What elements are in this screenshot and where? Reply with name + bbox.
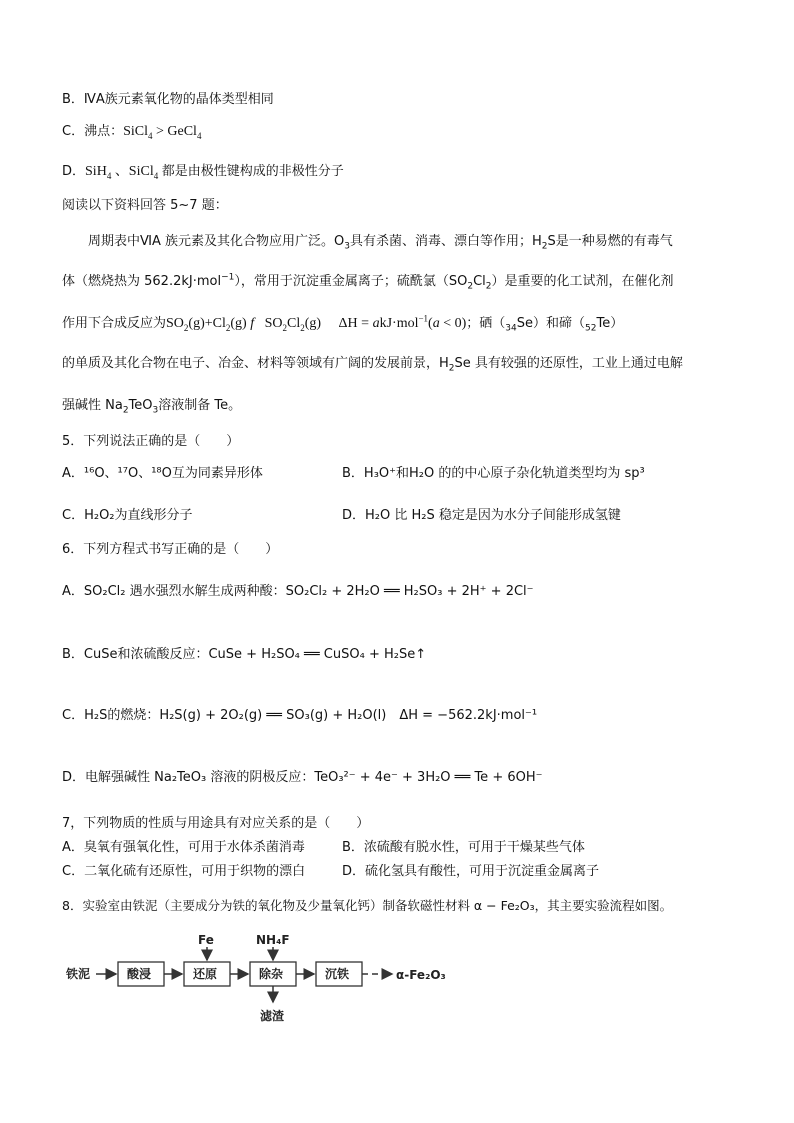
option-d-label: D．: [62, 164, 86, 179]
passage-text: 作用下合成反应为: [62, 316, 167, 331]
q5-option-b[interactable]: B．H₃O⁺和H₂O 的的中心原子杂化轨道类型均为 sp³: [342, 466, 645, 481]
passage-text: S是一种易燃的有毒气: [547, 234, 673, 249]
q7-option-d[interactable]: D．硫化氢具有酸性，可用于沉淀重金属离子: [342, 864, 600, 879]
passage-text: TeO: [128, 398, 153, 413]
q6-option-a[interactable]: A．SO₂Cl₂ 遇水强烈水解生成两种酸：SO₂Cl₂ + 2H₂O ══ H₂SO₃ + 2H⁺ + 2Cl⁻: [62, 584, 534, 599]
q7-option-b[interactable]: B．浓硫酸有脱水性，可用于干燥某些气体: [342, 840, 585, 855]
step-label-4: 沉铁: [325, 967, 350, 981]
reading-instruction: 阅读以下资料回答 5~7 题：: [62, 198, 228, 213]
boiling-point-formula: SiCl$_4$ > GeCl$_4$: [123, 124, 202, 141]
flow-product: α-Fe₂O₃: [396, 968, 446, 982]
passage-text: 体（燃烧热为 562.2kJ·mol: [62, 274, 222, 289]
option-c-line: [62, 122, 201, 142]
step-label-1: 酸浸: [127, 967, 152, 981]
q7-option-a[interactable]: A．臭氧有强氧化性，可用于水体杀菌消毒: [62, 840, 305, 855]
option-d-text: 都是由极性键构成的非极性分子: [161, 164, 344, 179]
passage-text: 具有杀菌、消毒、漂白等作用；H: [349, 234, 542, 249]
passage-line-5: 强碱性 $Na_2TeO_3$溶液制备 Te。: [62, 398, 242, 416]
passage-line-1: 周期表中ⅥA 族元素及其化合物应用广泛。$O_3$具有杀菌、消毒、漂白等作用；$H_2S$是一种易燃的有毒气: [88, 234, 673, 252]
q6-option-b[interactable]: B．CuSe和浓硫酸反应：CuSe + H₂SO₄ ══ CuSO₄ + H₂Se↑: [62, 647, 427, 662]
passage-text: Se 具有较强的还原性，工业上通过电解: [454, 356, 683, 371]
step-label-3: 除杂: [259, 967, 284, 981]
option-b-line: B．ⅣA族元素氧化物的晶体类型相同: [62, 92, 274, 107]
q6-stem: 6．下列方程式书写正确的是（ ）: [62, 542, 279, 557]
molecules-formula: SiH$_4$ 、SiCl$_4$: [85, 164, 159, 181]
passage-text: 周期表中ⅥA 族元素及其化合物应用广泛。O: [88, 234, 345, 249]
q8-stem: 8．实验室由铁泥（主要成分为铁的氧化物及少量氧化钙）制备软磁性材料 α − Fe₂O₃，其主要实验流程如图。: [62, 898, 673, 913]
reagent-nh4f: NH₄F: [256, 933, 290, 947]
q7-option-c[interactable]: C．二氧化硫有还原性，可用于织物的漂白: [62, 864, 306, 879]
passage-text: 的单质及其化合物在电子、冶金、材料等领域有广阔的发展前景，H: [62, 356, 449, 371]
flow-input: 铁泥: [66, 967, 91, 981]
option-d-line: [62, 162, 344, 182]
passage-text: ）是重要的化工试剂，在催化剂: [491, 274, 674, 289]
passage-text: Te）: [596, 316, 624, 331]
synthesis-equation: $SO_2(g)+Cl_2(g)$ f $SO_2Cl_2(g)$ ΔH = akJ·mol$^{-1}$(a < 0): [166, 313, 467, 333]
passage-text: 溶液制备 Te。: [158, 398, 242, 413]
passage-text: Cl: [473, 274, 486, 289]
q5-option-a[interactable]: A．¹⁶O、¹⁷O、¹⁸O互为同素异形体: [62, 466, 263, 481]
passage-line-4: 的单质及其化合物在电子、冶金、材料等领域有广阔的发展前景，$H_2Se$ 具有较强的还原性，工业上通过电解: [62, 356, 683, 374]
step-label-2: 还原: [193, 967, 218, 981]
q6-option-d[interactable]: D．电解强碱性 Na₂TeO₃ 溶液的阴极反应：TeO₃²⁻ + 4e⁻ + 3H₂O ══ Te + 6OH⁻: [62, 770, 543, 785]
q6-option-c[interactable]: C．H₂S的燃烧：H₂S(g) + 2O₂(g) ══ SO₃(g) + H₂O(l) ΔH = −562.2kJ·mol⁻¹: [62, 708, 538, 723]
q7-stem: 7，下列物质的性质与用途具有对应关系的是（ ）: [62, 816, 370, 831]
passage-text: ；硒（: [466, 316, 506, 331]
q5-option-d[interactable]: D．H₂O 比 H₂S 稳定是因为水分子间能形成氢键: [342, 508, 621, 523]
passage-text: Se）和碲（: [516, 316, 586, 331]
passage-line-2: 体（燃烧热为 562.2kJ·mol$^{-1}$），常用于沉淀重金属离子；硫酰氯$(SO_2Cl_2)$是重要的化工试剂，在催化剂: [62, 272, 674, 292]
passage-line-3: 作用下合成反应为$SO_2(g)+Cl_2(g)$ f $SO_2Cl_2(g)$ ΔH = akJ·mol$^{-1}$(a < 0)；硒$(_{34}Se)$和碲$(_{52}Te)$: [62, 313, 624, 334]
passage-text: 强碱性 Na: [62, 398, 123, 413]
residue-label: 滤渣: [260, 1009, 285, 1023]
q5-stem: 5．下列说法正确的是（ ）: [62, 434, 240, 449]
option-c-label: C．沸点：: [62, 124, 124, 139]
q5-option-c[interactable]: C．H₂O₂为直线形分子: [62, 508, 193, 523]
passage-text: ），常用于沉淀重金属离子；硫酰氯（SO: [234, 274, 468, 289]
reagent-fe: Fe: [198, 933, 214, 947]
process-flow-diagram: [0, 930, 794, 1040]
